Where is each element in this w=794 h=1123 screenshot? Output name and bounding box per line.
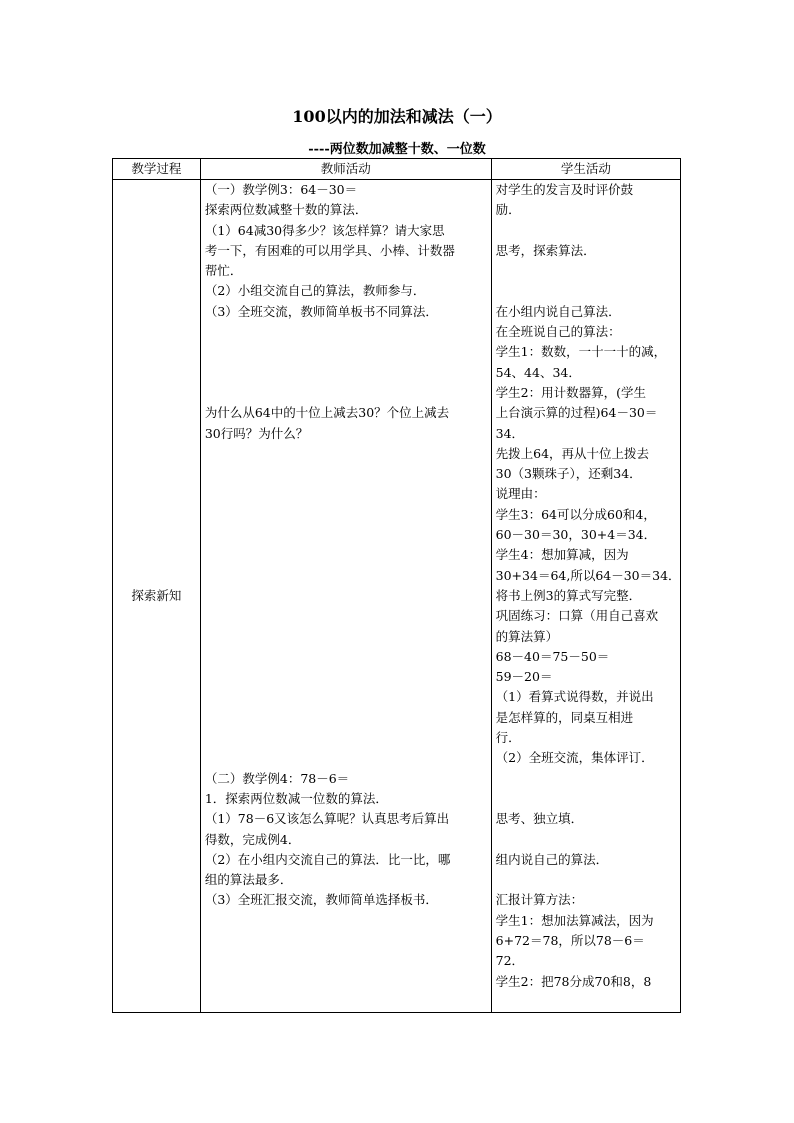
page-subtitle: ----两位数加减整十数、一位数	[308, 142, 486, 157]
student-line: 60－30＝30，30+4＝34．	[495, 527, 657, 543]
student-line	[496, 221, 676, 241]
teacher-line	[205, 383, 487, 403]
student-line: 学生1：数数，一十一十的减，	[495, 344, 667, 360]
process-cell: 探索新知	[113, 180, 201, 1013]
teacher-line	[205, 748, 487, 768]
student-line: 72．	[495, 953, 525, 969]
student-line: 是怎样算的，同桌互相进	[495, 709, 634, 725]
teacher-line	[205, 342, 487, 362]
teacher-line: 1．探索两位数减一位数的算法．	[204, 790, 388, 806]
student-line	[496, 789, 676, 809]
teacher-line	[205, 667, 487, 687]
student-line: 汇报计算方法：	[495, 892, 584, 908]
table-row	[113, 180, 681, 1013]
student-line	[496, 830, 676, 850]
teacher-line	[205, 606, 487, 626]
student-line: 组内说自己的算法．	[495, 851, 609, 867]
student-line: 行．	[495, 730, 521, 746]
teacher-activity-cell	[200, 180, 491, 1013]
student-line: 的算法算）	[495, 628, 559, 644]
teacher-line: （二）教学例4：78－6＝	[204, 770, 350, 786]
teacher-line	[205, 444, 487, 464]
student-line: 6+72＝78，所以78－6＝	[495, 932, 645, 948]
teacher-line: 组的算法最多．	[204, 872, 293, 888]
teacher-line	[205, 545, 487, 565]
student-line: 学生2：用计数器算，(学生	[495, 384, 646, 400]
student-line: 学生3：64可以分成60和4，	[495, 506, 656, 522]
student-line: 思考，探索算法．	[495, 242, 596, 258]
teacher-line	[205, 708, 487, 728]
teacher-line	[205, 687, 487, 707]
student-line	[496, 769, 676, 789]
student-line: 巩固练习：口算（用自己喜欢	[495, 608, 659, 624]
header-student: 学生活动	[491, 159, 680, 180]
student-line: 59－20＝	[495, 669, 553, 685]
student-line	[496, 870, 676, 890]
teacher-line	[205, 525, 487, 545]
teacher-line: （1）64减30得多少？该怎样算？请大家思	[204, 222, 445, 238]
student-line: 54、44、34．	[495, 364, 581, 380]
student-line: 说理由：	[495, 486, 546, 502]
student-line: 34．	[495, 425, 525, 441]
teacher-line: （3）全班汇报交流，教师简单选择板书．	[204, 892, 438, 908]
header-teacher: 教师活动	[200, 159, 491, 180]
teacher-line	[205, 586, 487, 606]
student-line: （1）看算式说得数，并说出	[495, 689, 654, 705]
teacher-line	[205, 728, 487, 748]
student-line: 将书上例3的算式写完整．	[495, 587, 642, 603]
teacher-line: （一）教学例3：64－30＝	[204, 182, 358, 197]
student-line	[496, 261, 676, 281]
table-header-row	[113, 159, 681, 180]
teacher-line	[205, 647, 487, 667]
student-line: 励．	[495, 202, 521, 218]
student-line: 思考、独立填．	[495, 811, 584, 827]
student-line	[496, 281, 676, 301]
student-line: 学生1：想加法算减法，因为	[495, 912, 654, 928]
student-line: 学生4：想加算减，因为	[495, 547, 629, 563]
teacher-line	[205, 566, 487, 586]
teacher-line: 帮忙．	[204, 263, 243, 279]
student-line: 先拨上64，再从十位上拨去	[495, 445, 650, 461]
student-line: （2）全班交流，集体评订．	[495, 750, 654, 766]
lesson-table	[112, 158, 681, 1013]
teacher-line	[205, 322, 487, 342]
teacher-line: 30行吗？为什么？	[204, 425, 309, 441]
teacher-line: 探索两位数减整十数的算法．	[204, 202, 368, 218]
teacher-line: （2）小组交流自己的算法，教师参与．	[204, 283, 426, 299]
student-line: 学生2：把78分成70和8，8	[495, 973, 652, 989]
student-line: 对学生的发言及时评价鼓	[495, 182, 634, 197]
student-line: 在小组内说自己算法．	[495, 303, 621, 319]
student-line: 上台演示算的过程)64－30＝	[495, 405, 658, 421]
teacher-line	[205, 484, 487, 504]
page-title: 100以内的加法和减法（一）	[292, 107, 502, 126]
teacher-line	[205, 505, 487, 525]
teacher-line	[205, 363, 487, 383]
student-line: 30+34＝64,所以64－30＝34．	[495, 567, 681, 583]
teacher-line: 得数，完成例4．	[204, 831, 301, 847]
student-line: 30（3颗珠子），还剩34．	[495, 466, 642, 482]
header-process: 教学过程	[113, 159, 201, 180]
teacher-line: 考一下，有困难的可以用学具、小棒、计数器	[204, 242, 455, 258]
teacher-line: 为什么从64中的十位上减去30？个位上减去	[204, 405, 450, 421]
teacher-line: （3）全班交流，教师简单板书不同算法．	[204, 303, 438, 319]
student-activity-cell	[491, 180, 680, 1013]
teacher-line	[205, 464, 487, 484]
student-line: 在全班说自己的算法：	[495, 324, 621, 340]
teacher-line: （1）78－6又该怎么算呢？认真思考后算出	[204, 811, 450, 827]
teacher-line	[205, 627, 487, 647]
student-line: 68－40＝75－50＝	[495, 648, 610, 664]
teacher-line: （2）在小组内交流自己的算法．比一比，哪	[204, 851, 451, 867]
